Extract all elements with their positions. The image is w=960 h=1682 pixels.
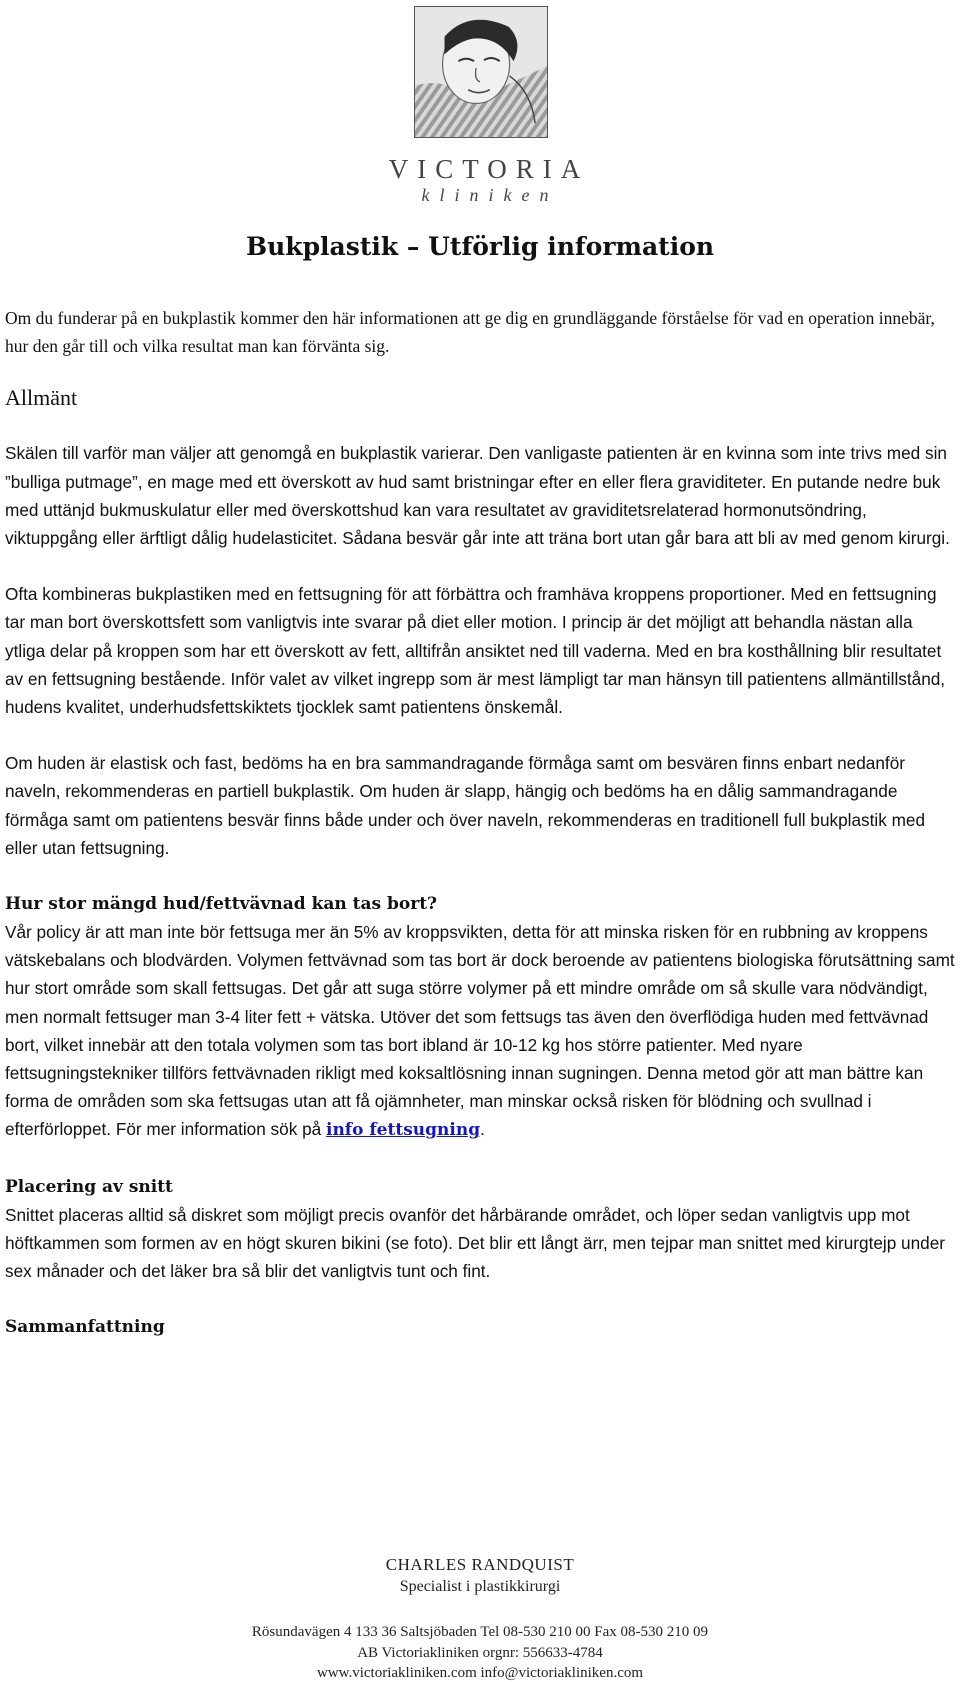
- paragraph-liposuction: Ofta kombineras bukplastiken med en fettsugning för att förbättra och framhäva kroppens proportioner. Med en fettsugning tar man bort överskottsfett som vanligtvis inte svarar på diet eller motion. I princip är det möjligt att behandla nästan alla ytliga delar på kroppen som har ett överskott av fett, alltifrån ansiktet ned till vaderna. Med en bra kosthållning blir resultatet av en fettsugning bestående. Inför valet av vilket ingrepp som är mest lämpligt tar man hänsyn till patientens allmäntillstånd, hudens kvalitet, underhudsfettskiktets tjocklek samt patientens önskemål.: [5, 584, 946, 718]
- paragraph-incision: Snittet placeras alltid så diskret som möjligt precis ovanför det hårbärande området, och löper sedan vanligtvis upp mot höftkammen som formen av en högt skuren bikini (se foto). Det blir ett långt ärr, men tejpar man snittet med kirurgtejp under sex månader och det läker bra så blir det vanligtvis tunt och fint.: [5, 1204, 946, 1282]
- footer-address: Rösundavägen 4 133 36 Saltsjöbaden Tel 08-530 210 00 Fax 08-530 210 09: [251, 1624, 709, 1640]
- paragraph-volume-text: Vår policy är att man inte bör fettsuga mer än 5% av kroppsvikten, detta för att minska risken för en rubbning av kroppens vätskebalans och blodvärden. Volymen fettvävnad som tas bort är dock beroende av patientens biologiska förutsättning samt hur stort område som skall fettsugas. Det går att suga större volymer på ett mindre område om så skulle vara nödvändigt, men normalt fettsuger man 3-4 liter fett + vätska. Utöver det som fettsugs tas även den överflödiga huden med fettvävnad bort, vilket innebär att den totala volymen som tas bort ibland är 10-12 kg hos större patienter. Med nyare fettsugningstekniker tillförs fettvävnaden rikligt med koksaltlösning innan sugningen. Denna metod gör att man bättre kan forma de områden som ska fettsugas utan att få ojämnheter, man minskar också risken för blödning och svullnad i efterförloppet. För mer information sök på: [5, 922, 955, 1140]
- section-heading-incision: Placering av snitt: [5, 1176, 173, 1197]
- document-body: [5, 304, 955, 1341]
- paragraph-reasons: Skälen till varför man väljer att genomgå en bukplastik varierar. Den vanligaste patienten är en kvinna som inte trivs med sin ”bulliga putmage”, en mage med ett överskott av hud samt bristningar efter en eller flera graviditeter. En putande nedre buk med uttänjd bukmuskulatur eller med överskottshud kan vara resultatet av graviditetsrelaterad hormonutsöndring, viktuppgång eller ärftligt dålig hudelasticitet. Sådana besvär går inte att träna bort utan går bara att bli av med genom kirurgi.: [5, 443, 950, 549]
- footer-name: CHARLES RANDQUIST: [385, 1555, 575, 1574]
- section-heading-allmant: Allmänt: [5, 385, 78, 411]
- section-heading-summary: Sammanfattning: [5, 1317, 165, 1338]
- paragraph-volume-end: .: [480, 1119, 485, 1140]
- paragraph-recommendation: Om huden är elastisk och fast, bedöms ha en bra sammandragande förmåga samt om besvären finns enbart nedanför naveln, rekommenderas en partiell bukplastik. Om huden är slapp, hängig och bedöms ha en dålig sammandragande förmåga samt om patientens besvär finns både under och över naveln, rekommenderas en traditionell full bukplastik med eller utan fettsugning.: [5, 753, 926, 858]
- page-title: Bukplastik – Utförlig information: [245, 232, 715, 261]
- paragraph-volume: [5, 918, 955, 1145]
- footer-org-number: AB Victoriakliniken orgnr: 556633-4784: [357, 1645, 603, 1661]
- footer-contact: www.victoriakliniken.com info@victoriakliniken.com: [316, 1665, 644, 1681]
- brand-name: VICTORIA: [388, 154, 590, 184]
- info-fettsugning-link[interactable]: info fettsugning: [325, 1120, 481, 1141]
- portrait-photo-icon: [414, 6, 548, 138]
- intro-paragraph: Om du funderar på en bukplastik kommer den här informationen att ge dig en grundläggande förståelse för vad en operation innebär, hur den går till och vilka resultat man kan förvänta sig.: [5, 308, 935, 357]
- section-heading-volume: Hur stor mängd hud/fettvävnad kan tas bort?: [5, 894, 438, 915]
- brand-subtitle: kliniken: [421, 185, 559, 205]
- footer-title: Specialist i plastikkirurgi: [399, 1578, 561, 1595]
